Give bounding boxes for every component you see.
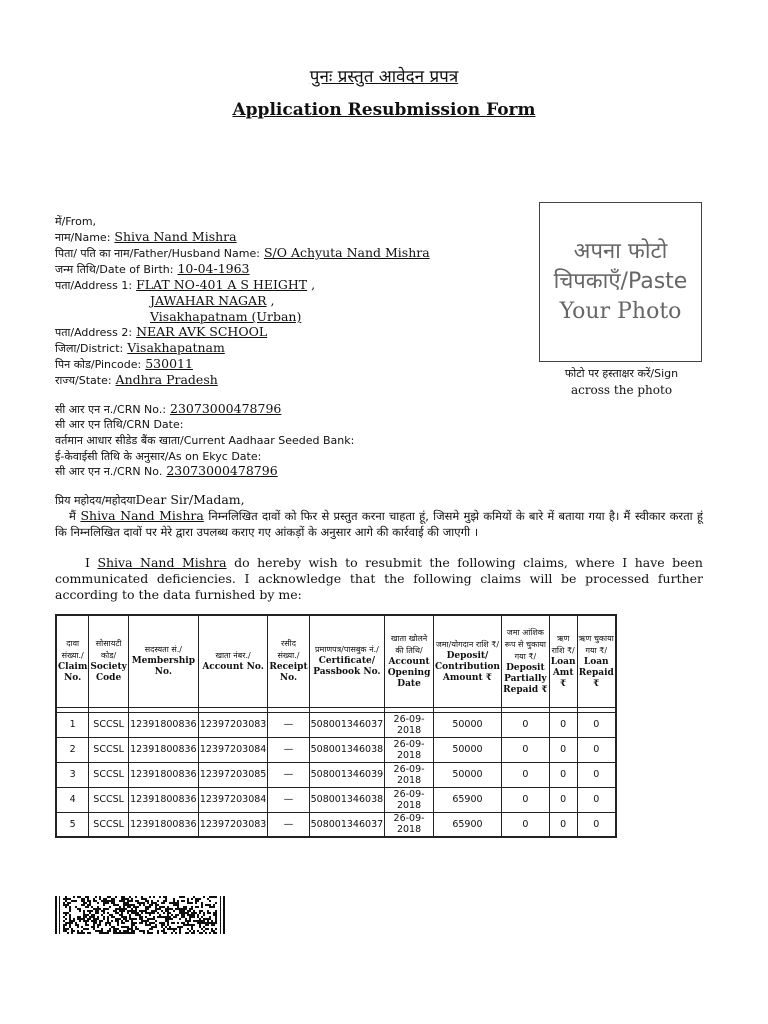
cell-membership-no: 12391800836 bbox=[128, 737, 198, 762]
cell-loan-amt: 0 bbox=[549, 737, 577, 762]
cell-society-code: SCCSL bbox=[89, 737, 129, 762]
address1-line3-row bbox=[150, 309, 301, 325]
address1-line1: FLAT NO-401 A S HEIGHT bbox=[136, 277, 308, 292]
address2-value: NEAR AVK SCHOOL bbox=[136, 324, 268, 339]
salutation-en: Dear Sir/Madam, bbox=[135, 492, 245, 507]
cell-loan-repaid: 0 bbox=[577, 812, 616, 837]
table-row bbox=[56, 737, 616, 762]
header-receipt-no: रसीद संख्या./ Receipt No. bbox=[268, 615, 309, 707]
cell-membership-no: 12391800836 bbox=[128, 787, 198, 812]
cell-loan-amt: 0 bbox=[549, 812, 577, 837]
cell-society-code: SCCSL bbox=[89, 712, 129, 737]
table-row bbox=[56, 812, 616, 837]
dob-value: 10-04-1963 bbox=[177, 261, 250, 276]
header-deposit-amount: जमा/योगदान राशि ₹/ Deposit/ Contribution Amount ₹ bbox=[433, 615, 501, 707]
address1-line2-row: JAWAHAR NAGAR , bbox=[150, 293, 275, 308]
cell-deposit-amount: 50000 bbox=[433, 762, 501, 787]
district-line bbox=[55, 340, 225, 357]
cell-deposit-amount: 50000 bbox=[433, 712, 501, 737]
cell-opening-date: 26-09-2018 bbox=[385, 787, 434, 812]
cell-opening-date: 26-09-2018 bbox=[385, 737, 434, 762]
cell-loan-repaid: 0 bbox=[577, 762, 616, 787]
hindi-paragraph bbox=[55, 508, 703, 540]
cell-passbook-no: 508001346037 bbox=[309, 712, 385, 737]
header-deposit-repaid: जमा आंशिक रूप से चुकाया गया ₹/ Deposit Partially Repaid ₹ bbox=[501, 615, 549, 707]
cell-membership-no: 12391800836 bbox=[128, 812, 198, 837]
cell-receipt-no: — bbox=[268, 712, 309, 737]
pincode-line bbox=[55, 356, 193, 373]
crn-date-label: सी आर एन तिथि/CRN Date: bbox=[55, 418, 184, 431]
en-applicant-name: Shiva Nand Mishra bbox=[97, 555, 227, 570]
photo-caption bbox=[540, 366, 703, 398]
bank-label: वर्तमान आधार सीडेड बैंक खाता/Current Aadhaar Seeded Bank: bbox=[55, 434, 355, 447]
table-row bbox=[56, 762, 616, 787]
cell-deposit-repaid: 0 bbox=[501, 762, 549, 787]
crn2-label: सी आर एन न./CRN No. bbox=[55, 465, 163, 478]
cell-deposit-amount: 65900 bbox=[433, 812, 501, 837]
crn2-value: 23073000478796 bbox=[166, 463, 278, 478]
header-opening-date: खाता खोलने की तिथि/ Account Opening Date bbox=[385, 615, 434, 707]
father-label: पिता/ पति का नाम/Father/Husband Name: bbox=[55, 247, 260, 260]
claims-table-body bbox=[56, 707, 616, 837]
cell-deposit-amount: 50000 bbox=[433, 737, 501, 762]
cell-loan-amt: 0 bbox=[549, 787, 577, 812]
photo-text-hi-2: चिपकाएँ/Paste bbox=[553, 269, 688, 294]
cell-receipt-no: — bbox=[268, 812, 309, 837]
hi-text-1: निम्नलिखित दावों को फिर से प्रस्तुत करना चाहता हूं, जिसमे मुझे कमियों के बारे में बताया गया है। मैं bbox=[208, 509, 631, 523]
cell-society-code: SCCSL bbox=[89, 812, 129, 837]
cell-loan-repaid: 0 bbox=[577, 737, 616, 762]
header-passbook-no: प्रमाणपत्र/पासबुक नं./ Certificate/ Passbook No. bbox=[309, 615, 385, 707]
crn-value: 23073000478796 bbox=[170, 401, 282, 416]
cell-deposit-repaid: 0 bbox=[501, 712, 549, 737]
cell-society-code: SCCSL bbox=[89, 787, 129, 812]
header-membership-no: सदस्यता सं./ Membership No. bbox=[128, 615, 198, 707]
pincode-label: पिन कोड/Pincode: bbox=[55, 358, 142, 371]
photo-caption-hi: फोटो पर हस्ताक्षर करें/Sign bbox=[564, 367, 679, 380]
header-loan-amt: ऋण राशि ₹/ Loan Amt ₹ bbox=[549, 615, 577, 707]
cell-account-no: 12397203084 bbox=[198, 787, 268, 812]
pincode-value: 530011 bbox=[145, 356, 193, 371]
table-row bbox=[56, 787, 616, 812]
dob-line bbox=[55, 261, 250, 278]
cell-account-no: 12397203083 bbox=[198, 812, 268, 837]
name-value: Shiva Nand Mishra bbox=[114, 229, 237, 244]
cell-opening-date: 26-09-2018 bbox=[385, 762, 434, 787]
salutation-hi: प्रिय महोदय/महोदया bbox=[55, 494, 136, 507]
district-value: Visakhapatnam bbox=[127, 340, 225, 355]
father-line bbox=[55, 245, 430, 262]
hi-applicant-name: Shiva Nand Mishra bbox=[80, 508, 204, 523]
header-society-code: सोसायटी कोड/ Society Code bbox=[89, 615, 129, 707]
cell-deposit-repaid: 0 bbox=[501, 787, 549, 812]
district-label: जिला/District: bbox=[55, 342, 124, 355]
state-value: Andhra Pradesh bbox=[115, 372, 218, 387]
photo-box bbox=[539, 202, 702, 362]
cell-claim-no: 5 bbox=[56, 812, 89, 837]
cell-loan-repaid: 0 bbox=[577, 712, 616, 737]
address1-line: पता/Address 1: FLAT NO-401 A S HEIGHT , bbox=[55, 277, 316, 292]
header-account-no: खाता नंबर./ Account No. bbox=[198, 615, 268, 707]
state-line bbox=[55, 372, 218, 389]
cell-passbook-no: 508001346039 bbox=[309, 762, 385, 787]
dob-label: जन्म तिथि/Date of Birth: bbox=[55, 263, 174, 276]
cell-society-code: SCCSL bbox=[89, 762, 129, 787]
cell-claim-no: 2 bbox=[56, 737, 89, 762]
cell-receipt-no: — bbox=[268, 762, 309, 787]
address2-label: पता/Address 2: bbox=[55, 326, 133, 339]
cell-passbook-no: 508001346038 bbox=[309, 737, 385, 762]
cell-opening-date: 26-09-2018 bbox=[385, 812, 434, 837]
cell-account-no: 12397203084 bbox=[198, 737, 268, 762]
form-title: Application Resubmission Form bbox=[232, 100, 536, 120]
salutation bbox=[55, 492, 245, 509]
claims-table bbox=[55, 614, 617, 838]
cell-deposit-repaid: 0 bbox=[501, 812, 549, 837]
from-line bbox=[55, 213, 96, 230]
cell-opening-date: 26-09-2018 bbox=[385, 712, 434, 737]
photo-text-en: Your Photo bbox=[559, 299, 682, 324]
hi-intro: मैं bbox=[69, 509, 76, 523]
cell-account-no: 12397203085 bbox=[198, 762, 268, 787]
address1-line2: JAWAHAR NAGAR bbox=[150, 293, 267, 308]
from-label: में/From, bbox=[55, 215, 97, 228]
father-value: S/O Achyuta Nand Mishra bbox=[263, 245, 430, 260]
header-loan-repaid: ऋण चुकाया गया ₹/ Loan Repaid ₹ bbox=[577, 615, 616, 707]
bank-line bbox=[55, 432, 354, 449]
address1-label: पता/Address 1: bbox=[55, 279, 133, 292]
photo-text-hi-1: अपना फोटो bbox=[573, 239, 668, 264]
name-line bbox=[55, 229, 237, 246]
header-claim-no: दावा संख्या./ Claim No. bbox=[56, 615, 89, 707]
cell-receipt-no: — bbox=[268, 737, 309, 762]
cell-account-no: 12397203083 bbox=[198, 712, 268, 737]
name-label: नाम/Name: bbox=[55, 231, 111, 244]
cell-claim-no: 1 bbox=[56, 712, 89, 737]
table-row bbox=[56, 712, 616, 737]
cell-passbook-no: 508001346037 bbox=[309, 812, 385, 837]
cell-membership-no: 12391800836 bbox=[128, 712, 198, 737]
ekyc-label: ई-केवाईसी तिथि के अनुसार/As on Ekyc Date: bbox=[55, 450, 262, 463]
hi-text-2: स्वीकार करता हूं कि निम्नलिखित दावों पर मेरे द्वारा उपलब्ध कराए गए आंकड़ों के अनुसार आगे की कार्रवाई की जाएगी । bbox=[55, 509, 703, 539]
cell-receipt-no: — bbox=[268, 787, 309, 812]
cell-loan-amt: 0 bbox=[549, 762, 577, 787]
en-intro: I bbox=[85, 555, 90, 570]
photo-caption-en: across the photo bbox=[570, 383, 673, 397]
cell-claim-no: 4 bbox=[56, 787, 89, 812]
address2-line bbox=[55, 324, 267, 341]
cell-passbook-no: 508001346038 bbox=[309, 787, 385, 812]
address1-line3: Visakhapatnam (Urban) bbox=[150, 309, 302, 324]
form-title-hindi: पुनः प्रस्तुत आवेदन प्रपत्र bbox=[309, 67, 459, 87]
cell-deposit-repaid: 0 bbox=[501, 737, 549, 762]
state-label: राज्य/State: bbox=[55, 374, 112, 387]
cell-claim-no: 3 bbox=[56, 762, 89, 787]
cell-loan-amt: 0 bbox=[549, 712, 577, 737]
cell-loan-repaid: 0 bbox=[577, 787, 616, 812]
barcode-icon bbox=[55, 896, 226, 934]
cell-membership-no: 12391800836 bbox=[128, 762, 198, 787]
table-header-row bbox=[56, 615, 616, 707]
crn-label: सी आर एन न./CRN No.: bbox=[55, 403, 167, 416]
crn2-line bbox=[55, 463, 278, 480]
crn-date-line bbox=[55, 416, 183, 433]
cell-deposit-amount: 65900 bbox=[433, 787, 501, 812]
english-paragraph bbox=[55, 555, 703, 603]
en-text: do hereby wish to resubmit the following claims, where I have been communicated deficiencies. I acknowledge that the following claims will be processed further according to the data furnished by me: bbox=[55, 555, 703, 602]
